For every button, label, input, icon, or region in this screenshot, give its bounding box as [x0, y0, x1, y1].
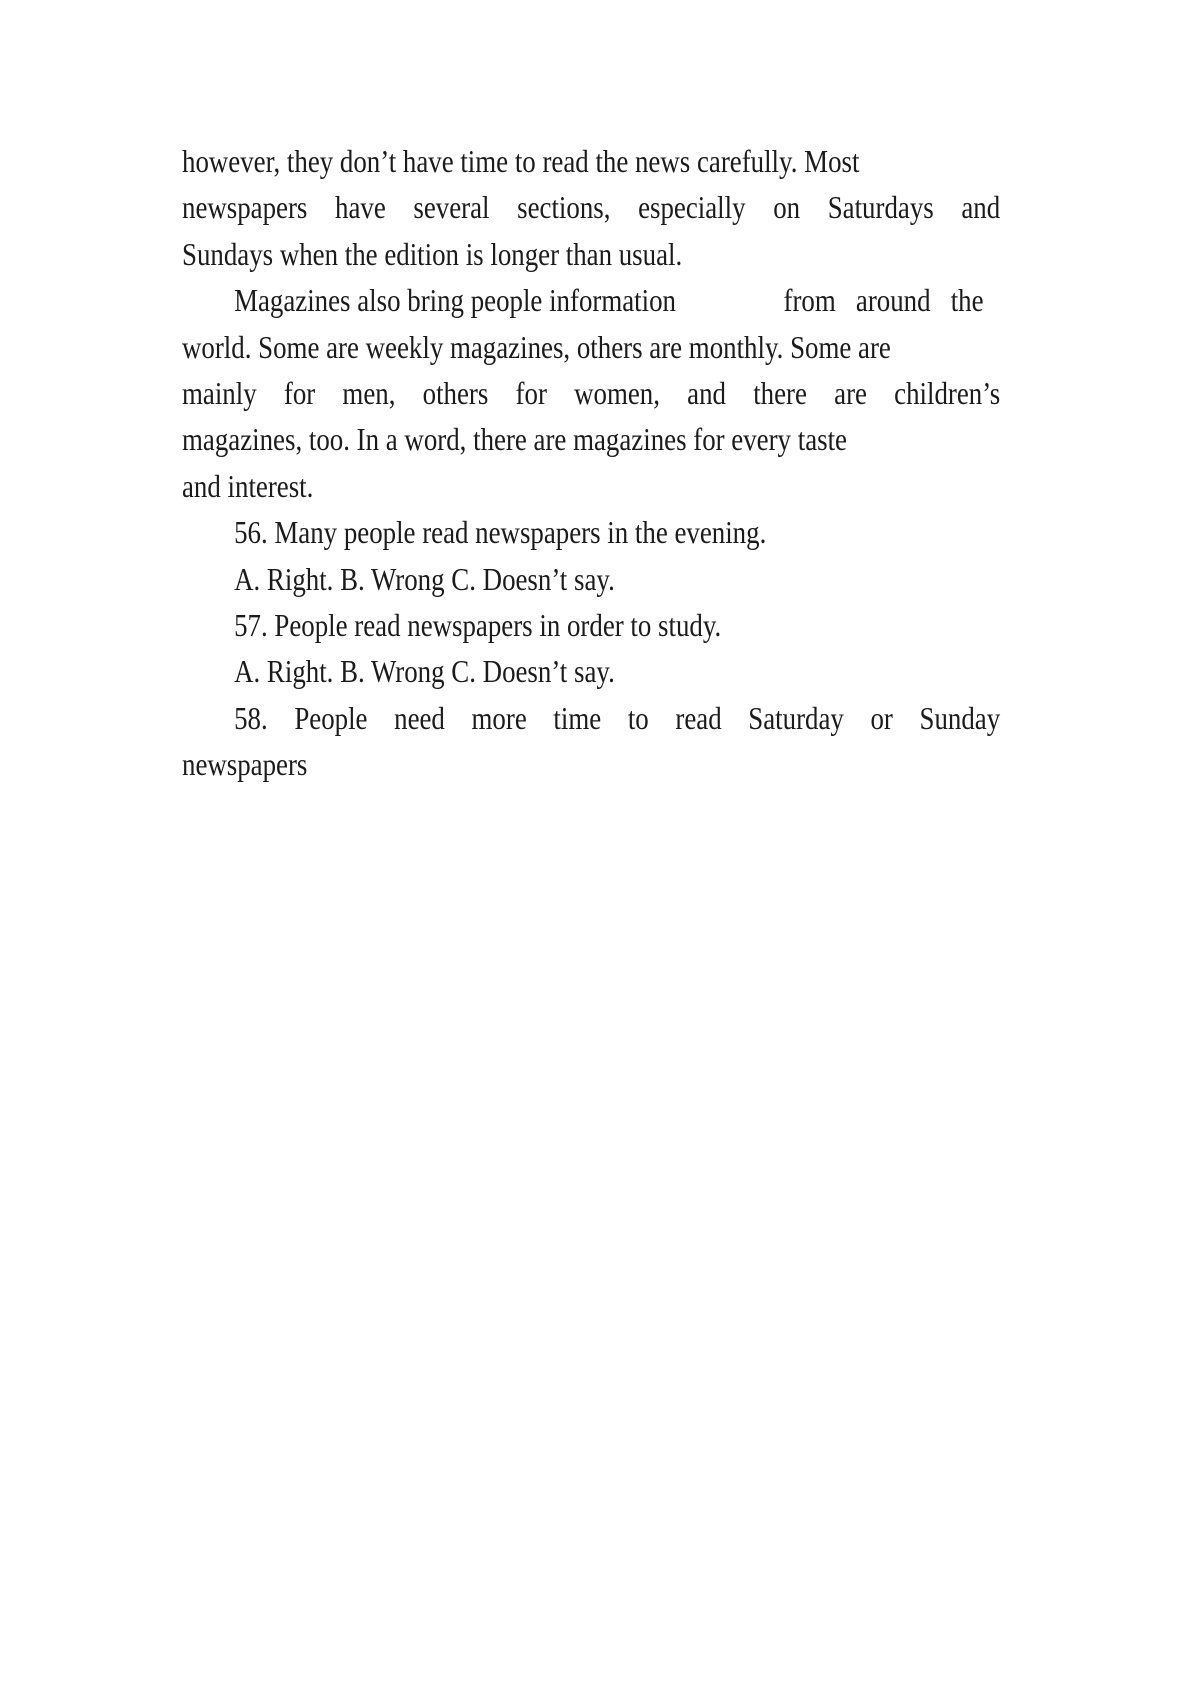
- text-line: however, they don’t have time to read the news carefully. Most: [182, 143, 860, 179]
- text-line: and interest.: [182, 467, 314, 504]
- text-line: Magazines also bring people information from around the: [234, 282, 984, 319]
- answer-options-line: A. Right. B. Wrong C. Doesn’t say.: [234, 653, 615, 690]
- text-line: newspapers have several sections, especially on Saturdays and: [182, 189, 1001, 226]
- text-line: newspapers: [182, 746, 308, 783]
- question-line: 57. People read newspapers in order to study.: [234, 607, 722, 644]
- text-body: [182, 138, 1000, 788]
- answer-options-line: A. Right. B. Wrong C. Doesn’t say.: [234, 560, 615, 597]
- question-line: 56. Many people read newspapers in the evening.: [234, 514, 767, 551]
- text-line: mainly for men, others for women, and there are children’s: [182, 375, 1001, 412]
- question-line: 58. People need more time to read Saturday or Sunday: [234, 699, 1001, 736]
- text-line: world. Some are weekly magazines, others are monthly. Some are: [182, 328, 891, 365]
- text-line: Sundays when the edition is longer than usual.: [182, 235, 683, 272]
- text-line: magazines, too. In a word, there are magazines for every taste: [182, 421, 847, 458]
